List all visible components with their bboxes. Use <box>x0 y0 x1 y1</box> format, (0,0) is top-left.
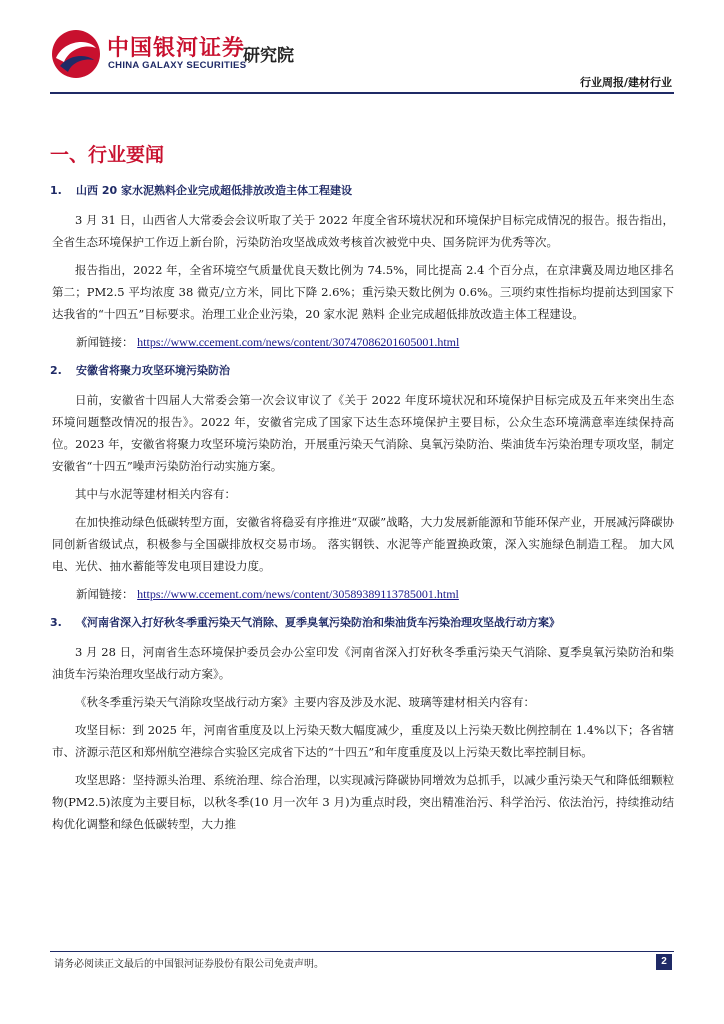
logo-chinese-name: 中国银河证券 <box>107 36 246 61</box>
paragraph: 日前，安徽省十四届人大常委会第一次会议审议了《关于 2022 年度环境状况和环境保护目标完成及五年来突出生态环境问题整改情况的报告》。2022 年，安徽省完成了国家下达生态环境保护主要目标，公众生态环境满意率连续保持高位。2023 年，安徽省将聚力攻坚环境污染防治，开展重污染天气消除、臭氧污染防治、柴油货车污染治理专项攻坚，制定安徽省“十四五”噪声污染防治行动实施方案。 <box>52 393 674 473</box>
news-item <box>50 181 674 353</box>
news-item-title <box>50 613 674 633</box>
paragraph: 《秋冬季重污染天气消除攻坚战行动方案》主要内容及涉及水泥、玻璃等建材相关内容有： <box>75 695 535 709</box>
paragraph: 攻坚目标：到 2025 年，河南省重度及以上污染天数大幅度减少，重度及以上污染天数比例控制在 1.4%以下；各省辖市、济源示范区和郑州航空港综合实验区完成省下达的“十四五”和年度重度及以上污染天数比率控制目标。 <box>52 723 674 759</box>
report-type-label: 行业周报/建材行业 <box>579 76 672 89</box>
paragraph: 报告指出，2022 年，全省环境空气质量优良天数比例为 74.5%，同比提高 2.4 个百分点，在京津冀及周边地区排名第二；PM2.5 平均浓度 38 微克/立方米，同比下降 2.6%；重污染天数比例为 0.6%。三项约束性指标均提前达到国家下达我省的“十四五”目标要求。治理工业企业污染，20 家水泥 熟料 企业完成超低排放改造主体工程建设。 <box>52 263 674 321</box>
page-number: 2 <box>656 954 672 970</box>
news-item-heading: 《河南省深入打好秋冬季重污染天气消除、夏季臭氧污染防治和柴油货车污染治理攻坚战行动方案》 <box>76 616 560 629</box>
news-item <box>50 613 674 835</box>
footer-divider <box>50 951 674 952</box>
news-item-number: 3. <box>50 616 62 629</box>
news-item-heading: 安徽省将聚力攻坚环境污染防治 <box>76 364 230 377</box>
section-title: 一、行业要闻 <box>50 144 165 166</box>
paragraph: 在加快推动绿色低碳转型方面，安徽省将稳妥有序推进“双碳”战略，大力发展新能源和节能环保产业，开展减污降碳协同创新省级试点，积极参与全国碳排放权交易市场。 落实钢铁、水泥等产能置换政策，深入实施绿色制造工程。 加大风电、光伏、抽水蓄能等发电项目建设力度。 <box>52 515 674 573</box>
news-item-number: 2. <box>50 364 62 377</box>
news-item-title <box>50 181 674 201</box>
news-link[interactable]: https://www.ccement.com/news/content/30589389113785001.html <box>137 587 459 601</box>
main-content <box>50 140 674 841</box>
news-link[interactable]: https://www.ccement.com/news/content/30747086201605001.html <box>137 335 460 349</box>
news-link-label: 新闻链接： <box>76 335 134 349</box>
paragraph: 其中与水泥等建材相关内容有： <box>75 487 236 501</box>
news-item-heading: 山西 20 家水泥熟料企业完成超低排放改造主体工程建设 <box>76 184 352 197</box>
paragraph: 3 月 28 日，河南省生态环境保护委员会办公室印发《河南省深入打好秋冬季重污染天气消除、夏季臭氧污染防治和柴油货车污染治理攻坚战行动方案》。 <box>52 645 674 681</box>
institute-label: 研究院 <box>243 46 294 66</box>
news-item-number: 1. <box>50 184 62 197</box>
news-item <box>50 361 674 605</box>
logo-english-name: CHINA GALAXY SECURITIES <box>108 60 247 71</box>
news-link-line <box>50 583 674 605</box>
footer-disclaimer: 请务必阅读正文最后的中国银河证券股份有限公司免责声明。 <box>54 959 324 970</box>
paragraph: 攻坚思路：坚持源头治理、系统治理、综合治理，以实现减污降碳协同增效为总抓手，以减少重污染天气和降低细颗粒物(PM2.5)浓度为主要目标，以秋冬季(10 月一次年 3 月)为重点时段，突出精准治污、科学治污、依法治污，持续推动结构优化调整和绿色低碳转型，大力推 <box>52 773 674 831</box>
news-item-title <box>50 361 674 381</box>
news-link-line <box>50 331 674 353</box>
news-link-label: 新闻链接： <box>76 587 134 601</box>
paragraph: 3 月 31 日，山西省人大常委会会议听取了关于 2022 年度全省环境状况和环境保护目标完成情况的报告。报告指出，全省生态环境保护工作迈上新台阶，污染防治攻坚战成效考核首次被党中央、国务院评为优秀等次。 <box>52 213 674 249</box>
page-header <box>0 0 724 95</box>
galaxy-swirl-icon <box>50 28 102 80</box>
header-divider <box>50 92 674 94</box>
